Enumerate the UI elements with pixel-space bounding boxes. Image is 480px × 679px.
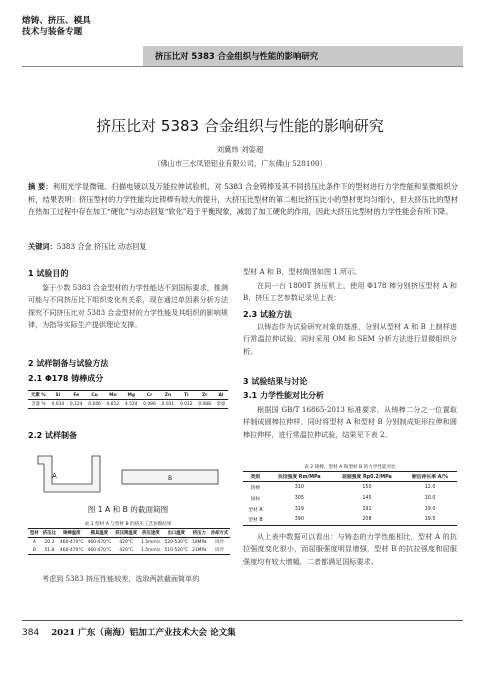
comp-cell: 0.088 <box>198 401 211 407</box>
t1-cell: 520-530°C <box>164 539 189 545</box>
abstract-label: 摘 要： <box>28 182 53 191</box>
section-3-1-analysis: 从上表中数据可以看出：与铸态的力学性能相比，型材 A 的抗拉强度变化很小，而屈服强度明显增强，型材 B 的抗拉强度和屈服强度均有较大增幅，二者都满足国标要求。 <box>243 532 457 566</box>
mechanical-properties-table <box>243 471 457 526</box>
extrusion-parameters-table <box>28 528 230 555</box>
figure-1-caption: 图 1 A 和 B 的截面简图 <box>87 505 169 514</box>
t1-cell: 风冷 <box>215 548 224 553</box>
running-title: 挤压比对 5383 合金组织与性能的影响研究 <box>155 51 319 61</box>
paper-title: 挤压比对 5383 合金组织与性能的影响研究 <box>96 117 384 135</box>
abstract <box>28 181 458 219</box>
comp-header-cell: 元素 % <box>30 393 46 398</box>
t2-cell: 145 <box>362 495 372 501</box>
t1-cell: 460-470°C <box>59 547 84 553</box>
left-column-closing-text: 考虑到 5383 挤压性能较差，选取两款截面简单的 <box>42 574 200 583</box>
t2-cell: 150 <box>362 484 372 490</box>
t1-cell: 1.5mm/s <box>141 547 161 553</box>
table-row <box>243 493 457 504</box>
comp-cell: 4.534 <box>124 401 138 407</box>
t2-cell: 319 <box>294 506 304 512</box>
t1-header-cell: 模具温度 <box>90 531 109 536</box>
table-row <box>28 546 230 555</box>
comp-header-cell: Si <box>55 392 61 398</box>
t1-cell: B <box>32 547 36 553</box>
table-row <box>243 504 457 515</box>
t2-cell: 310 <box>294 484 304 490</box>
profile-a-shape <box>38 456 100 492</box>
section-2-3-title: 2.3 试验方法 <box>243 310 292 319</box>
comp-cell: 0.034 <box>51 401 65 407</box>
comp-header-cell: Zn <box>164 392 172 398</box>
t2-cell: 305 <box>294 495 304 501</box>
t1-header-cell: 挤压比 <box>42 531 56 536</box>
profile-b-label: B <box>168 475 173 482</box>
t2-cell: 型材 B <box>248 518 263 524</box>
t1-cell: 风冷 <box>215 540 224 545</box>
section-1-title: 1 试验目的 <box>28 269 69 278</box>
t1-cell: 420°C <box>119 547 134 553</box>
t2-cell: 208 <box>362 517 372 523</box>
comp-cell: 含量 % <box>31 402 46 407</box>
comp-header-cell: Mg <box>127 392 135 398</box>
t1-cell: 21MPa <box>192 547 207 553</box>
t1-cell: 510-520°C <box>164 547 189 553</box>
abstract-text: 利用光学显微镜、扫描电镜以及万能拉伸试验机，对 5383 合金铸棒及其不同挤压比条件下的型材进行力学性能和显微组织分析，结果表明：挤压型材的力学性能均比铸棒有较大的提升，大挤压比型材的第二相比挤压比小的型材更均匀细小，但大挤压比的型材在热加工过程中存在加工“硬化”与动态回复“软化”趋于平衡现象，减弱了加工硬化的作用，因此大挤压比型材的力学性能会有所下降。 <box>28 182 458 217</box>
authors: 刘冀炜 刘姿超 <box>216 145 264 154</box>
running-title-bar <box>143 46 463 66</box>
t1-header-cell: 型材 <box>30 531 39 536</box>
keywords <box>28 242 458 252</box>
t1-cell: 18MPa <box>192 539 207 545</box>
t2-cell: 390 <box>294 517 304 523</box>
table-1-caption: 表 1 型材 A 与型材 B 的挤压工艺参数结果 <box>84 522 172 527</box>
t1-cell: 51.8 <box>44 547 55 553</box>
t1-cell: 420°C <box>119 539 134 545</box>
journal-section-tag <box>22 16 122 46</box>
comp-cell: 余量 <box>216 402 226 407</box>
t1-header-cell: 挤压力 <box>192 531 206 536</box>
t1-header-cell: 挤压筒温度 <box>115 531 138 536</box>
page-footer <box>22 626 236 638</box>
section-1-text: 鉴于少数 5383 合金型材的力学性能达不到国标要求，推测可能与不同挤压比下组织变化有关系，现在通过单因素分析方法探究不同挤压比对 5383 合金型材的力学性能及其组织的影响规律，为指导实际生产提供理论支撑。 <box>28 283 228 330</box>
t1-cell: 460-470°C <box>87 547 112 553</box>
affiliation: （佛山市三水凤铝铝业有限公司，广东佛山 528100） <box>153 159 327 168</box>
keywords-text: 5383 合金 挤压比 动态回复 <box>56 242 147 251</box>
section-tag-line1: 熔铸、挤压、模具 <box>22 16 91 26</box>
footer-divider <box>22 620 463 621</box>
comp-cell: 0.086 <box>143 401 156 407</box>
profile-cross-section-figure <box>34 448 224 498</box>
t2-header-cell: 断后伸长率 A/% <box>412 475 449 480</box>
t2-cell: 型材 A <box>248 507 263 513</box>
page-number: 384 <box>22 628 40 638</box>
comp-header-cell: Al <box>218 392 224 398</box>
right-column-continuation: 型材 A 和 B，型材简图如图 1 所示。 <box>243 267 362 276</box>
comp-header-cell: Fe <box>73 392 80 398</box>
comp-cell: 0.012 <box>179 401 193 407</box>
proceedings-title: 2021 广东（南海）铝加工产业技术大会 论文集 <box>51 628 236 638</box>
header-divider <box>22 66 463 67</box>
table-row <box>243 515 457 526</box>
comp-cell: 0.124 <box>69 401 83 407</box>
section-2-1-title: 2.1 Φ178 铸棒成分 <box>28 374 104 383</box>
comp-cell: 0.031 <box>161 401 175 407</box>
comp-header-cell: Cr <box>146 392 153 398</box>
t2-cell: 10.0 <box>424 495 436 501</box>
t2-header-cell: 屈服强度 Rp0.2/MPa <box>342 475 392 480</box>
t2-cell: 国标 <box>250 496 261 502</box>
section-2-2-title: 2.2 试样制备 <box>28 431 77 440</box>
section-2-title: 2 试样制备与试验方法 <box>28 359 109 368</box>
t2-cell: 19.5 <box>424 517 436 523</box>
comp-cell: 0.812 <box>106 401 120 407</box>
t1-header-cell: 挤压速度 <box>142 531 160 536</box>
t1-header-cell: 冷却方式 <box>210 531 229 536</box>
t1-cell: A <box>32 539 36 545</box>
t1-cell: 460-470°C <box>87 539 112 545</box>
t2-cell: 19.0 <box>424 506 436 512</box>
t1-header-cell: 铸棒温度 <box>63 531 81 536</box>
section-3-title: 3 试验结果与讨论 <box>243 377 308 386</box>
section-tag-line2: 技术与装备专题 <box>22 27 83 37</box>
comp-cell: 0.046 <box>88 401 101 407</box>
t2-cell: 铸棒 <box>250 485 261 491</box>
profile-a-label: A <box>52 472 57 480</box>
section-2-3-text: 以铸态作为试验研究对象的基准，分别从型材 A 和 B 上制样进行常温拉伸试验，同时采用 OM 和 SEM 分析方法进行显微组织分析。 <box>243 322 457 356</box>
t1-cell: 1.5mm/s <box>141 539 161 545</box>
t1-header-cell: 出口温度 <box>167 531 186 536</box>
comp-header-cell: Ti <box>184 392 189 398</box>
t2-header-cell: 抗拉强度 Rm/MPa <box>277 475 321 480</box>
comp-header-cell: Mn <box>109 392 117 398</box>
t2-header-cell: 类别 <box>250 475 261 480</box>
t1-cell: 20.3 <box>44 539 55 545</box>
table-row <box>28 400 228 409</box>
comp-header-cell: Zr <box>201 392 208 398</box>
table-row <box>28 538 230 547</box>
section-3-1-title: 3.1 力学性能对比分析 <box>243 391 324 400</box>
keywords-label: 关键词： <box>28 242 57 251</box>
t2-cell: 12.0 <box>424 484 436 490</box>
section-3-1-text: 根据国 GB/T 16865-2013 标准要求，从铸棒二分之一位置取样制成圆棒拉伸样，同时将型材 A 和型材 B 分别制成矩形拉伸和圆棒拉伸样，进行常温拉伸试验，结果见下表 2。 <box>243 405 457 439</box>
section-2-2-continuation: 在同一台 1800T 挤压机上，使用 Φ178 棒分别挤压型材 A 和 B，挤压工艺参数记录见上表： <box>243 281 457 303</box>
t2-cell: 191 <box>362 506 372 512</box>
t1-cell: 460-470°C <box>59 539 84 545</box>
comp-header-cell: Cu <box>91 392 98 398</box>
table-2-caption: 表 2 铸棒、型材 A 和型材 B 的力学性能对比 <box>304 465 396 470</box>
table-row <box>243 482 457 493</box>
composition-table <box>28 390 228 409</box>
